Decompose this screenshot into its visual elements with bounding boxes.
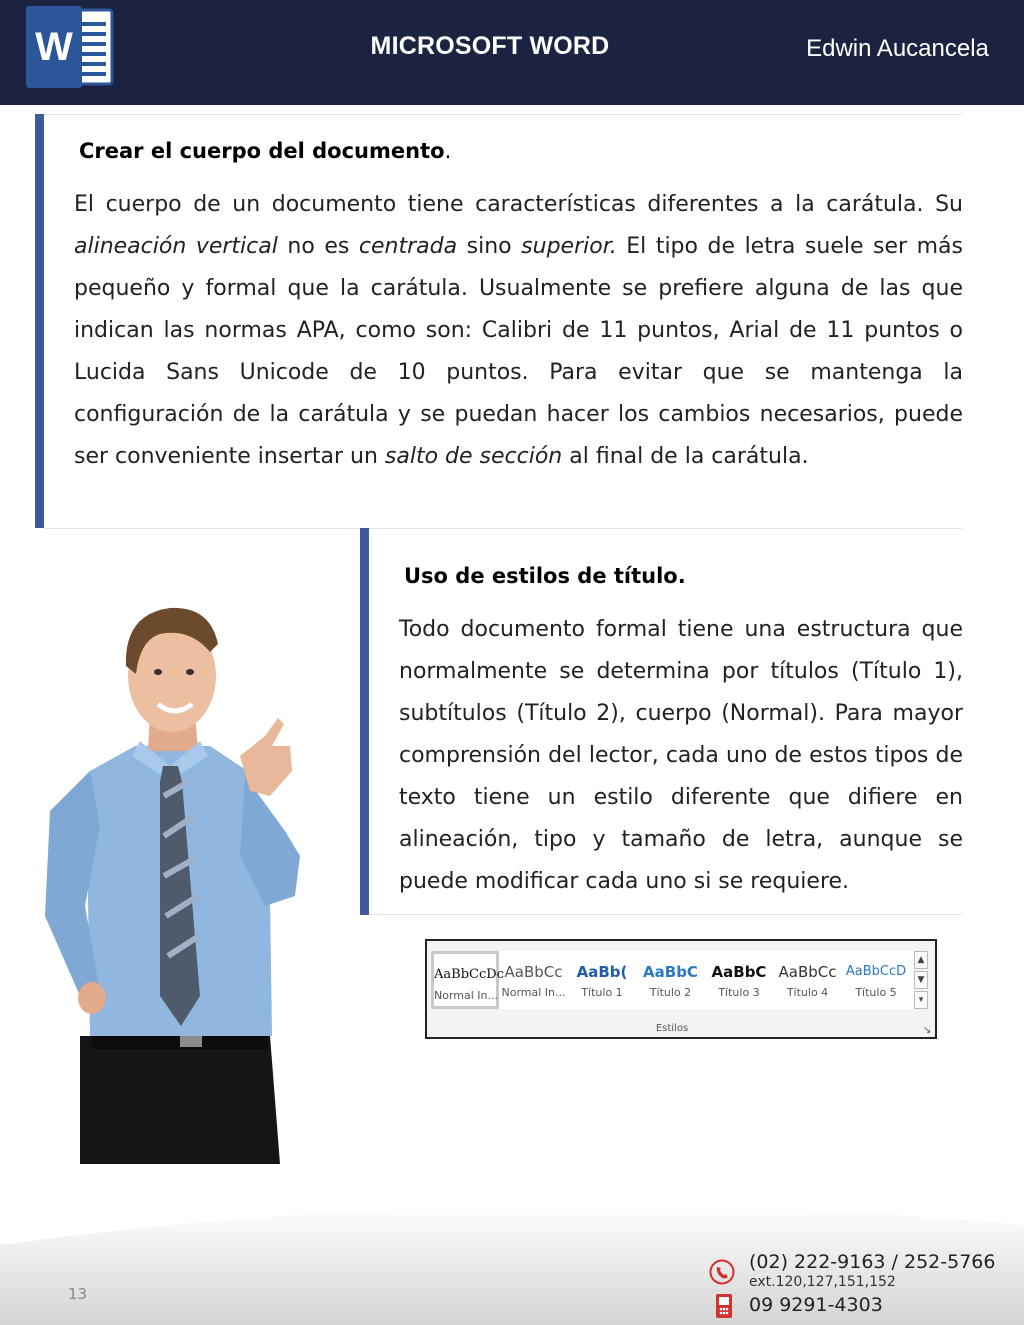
mobile-phone-icon bbox=[714, 1293, 734, 1319]
style-option[interactable] bbox=[568, 951, 636, 1009]
style-option[interactable] bbox=[774, 951, 842, 1009]
style-option[interactable] bbox=[500, 951, 568, 1009]
style-sample: AaBbCcD bbox=[845, 964, 907, 979]
scroll-up-button[interactable]: ▲ bbox=[914, 951, 928, 969]
style-name: Normal In... bbox=[501, 986, 566, 999]
style-option[interactable] bbox=[842, 951, 910, 1009]
style-name: Título 4 bbox=[786, 986, 829, 999]
scroll-down-button[interactable]: ▼ bbox=[914, 971, 928, 989]
section1-heading bbox=[79, 139, 451, 163]
section1-accent-bar bbox=[35, 114, 44, 528]
dialog-launcher-icon[interactable]: ↘ bbox=[923, 1025, 932, 1036]
section1-heading-period: . bbox=[444, 139, 452, 163]
paragraph-text: no es bbox=[277, 234, 359, 259]
contact-extension: ext.120,127,151,152 bbox=[749, 1274, 896, 1290]
section1-heading-text: Crear el cuerpo del documento bbox=[79, 139, 445, 163]
style-sample: AaBbC bbox=[711, 963, 767, 981]
italic-term: alineación vertical bbox=[74, 234, 278, 259]
styles-gallery bbox=[431, 951, 915, 1009]
style-name: Título 5 bbox=[855, 986, 897, 999]
header-title: MICROSOFT WORD bbox=[370, 32, 610, 60]
divider bbox=[44, 528, 962, 529]
word-logo-letter: W bbox=[35, 25, 73, 69]
contact-mobile: 09 9291-4303 bbox=[749, 1294, 883, 1316]
header-author: Edwin Aucancela bbox=[806, 35, 989, 62]
style-name: Normal In... bbox=[434, 989, 499, 1002]
paragraph-text: El cuerpo de un documento tiene características diferentes a la carátula. Su bbox=[74, 192, 963, 217]
paragraph-text: El tipo de letra suele ser más pequeño y formal que la carátula. Usualmente se prefiere alguna de las que indican las normas APA, como son: Calibri de 11 puntos, Arial de 11 puntos o Lucida Sans Unicode de 10 puntos. Para evitar que se mantenga la configuración de la carátula y se puedan hacer los cambios necesarios, puede ser conveniente insertar un bbox=[74, 234, 964, 469]
divider bbox=[44, 114, 962, 115]
section1-paragraph bbox=[74, 184, 963, 478]
styles-group-label: Estilos bbox=[655, 1023, 689, 1034]
contact-phone: (02) 222-9163 / 252-5766 bbox=[749, 1251, 996, 1273]
style-sample: AaBbCc bbox=[778, 963, 837, 981]
divider bbox=[369, 914, 962, 915]
style-option[interactable] bbox=[431, 951, 504, 1009]
style-sample: AaBbCcDc bbox=[434, 967, 504, 982]
gallery-scroll bbox=[914, 951, 928, 1009]
more-styles-button[interactable]: ▾ bbox=[914, 991, 928, 1009]
page-header bbox=[0, 0, 1024, 105]
section2-heading: Uso de estilos de título. bbox=[404, 564, 686, 588]
style-name: Título 1 bbox=[581, 986, 623, 999]
italic-term: superior. bbox=[521, 234, 617, 259]
styles-ribbon bbox=[425, 939, 937, 1039]
section2-accent-bar bbox=[360, 528, 369, 915]
italic-term: centrada bbox=[358, 234, 458, 259]
section2-paragraph: Todo documento formal tiene una estructura que normalmente se determina por títulos (Título 1), subtítulos (Título 2), cuerpo (Normal). Para mayor comprensión del lector, cada uno de estos tipos de texto tiene un estilo diferente que difiere en alineación, tipo y tamaño de letra, aunque se puede modificar cada uno si se requiere. bbox=[399, 617, 963, 894]
phone-icon bbox=[709, 1259, 735, 1285]
word-logo-icon bbox=[26, 6, 114, 88]
style-sample: AaBbCc bbox=[504, 963, 563, 981]
style-option[interactable] bbox=[637, 951, 705, 1009]
style-sample: AaBb( bbox=[576, 963, 628, 981]
paragraph-text: al final de la carátula. bbox=[562, 444, 809, 469]
style-sample: AaBbC bbox=[643, 963, 698, 981]
pointing-man-illustration bbox=[40, 596, 340, 1164]
style-name: Título 3 bbox=[718, 986, 760, 999]
paragraph-text: sino bbox=[457, 234, 522, 259]
style-option[interactable] bbox=[705, 951, 773, 1009]
italic-term: salto de sección bbox=[384, 444, 563, 469]
page-number: 13 bbox=[68, 1285, 88, 1303]
style-name: Título 2 bbox=[649, 986, 692, 999]
